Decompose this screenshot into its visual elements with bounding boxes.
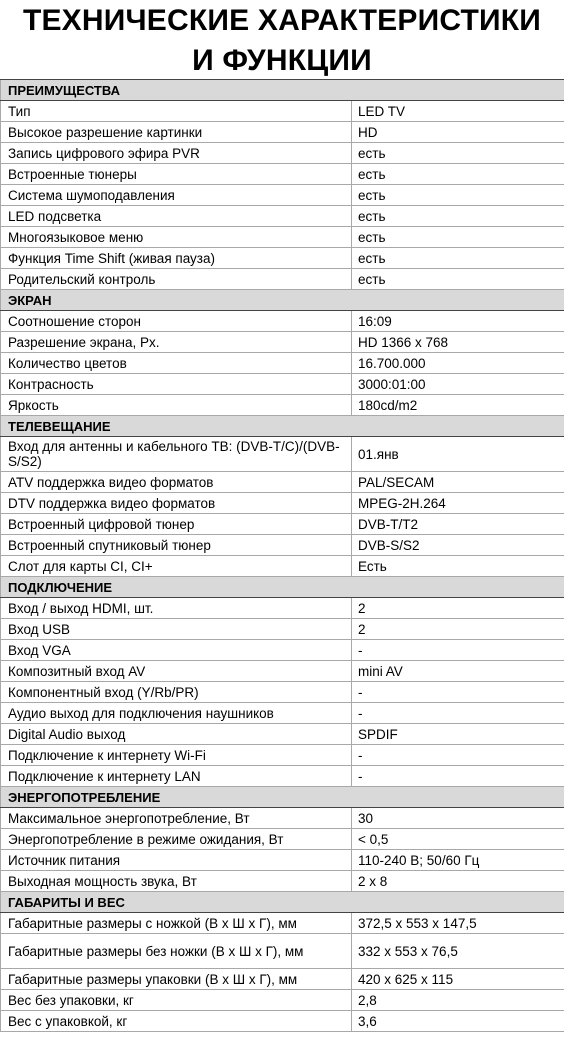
- spec-value: 110-240 В; 50/60 Гц: [352, 850, 564, 871]
- spec-row: [1, 598, 564, 619]
- spec-value: 332 x 553 x 76,5: [352, 934, 564, 969]
- spec-value: HD 1366 x 768: [352, 332, 564, 353]
- spec-value: < 0,5: [352, 829, 564, 850]
- spec-row: [1, 766, 564, 787]
- spec-value: LED TV: [352, 101, 564, 122]
- section-header: [1, 577, 564, 598]
- spec-label: Композитный вход AV: [1, 661, 352, 682]
- spec-label: Компонентный вход (Y/Rb/PR): [1, 682, 352, 703]
- page-title-line-2: И ФУНКЦИИ: [192, 44, 372, 77]
- spec-label: DTV поддержка видео форматов: [1, 493, 352, 514]
- spec-row: [1, 311, 564, 332]
- spec-row: [1, 808, 564, 829]
- spec-label: Выходная мощность звука, Вт: [1, 871, 352, 892]
- spec-value: 2: [352, 619, 564, 640]
- spec-label: Тип: [1, 101, 352, 122]
- spec-row: [1, 164, 564, 185]
- spec-value: 16.700.000: [352, 353, 564, 374]
- spec-label: Подключение к интернету Wi-Fi: [1, 745, 352, 766]
- spec-label: Максимальное энергопотребление, Вт: [1, 808, 352, 829]
- spec-label: Многоязыковое меню: [1, 227, 352, 248]
- page-title-line-1: ТЕХНИЧЕСКИЕ ХАРАКТЕРИСТИКИ: [22, 4, 542, 37]
- spec-row: [1, 472, 564, 493]
- spec-value: HD: [352, 122, 564, 143]
- spec-label: Источник питания: [1, 850, 352, 871]
- spec-label: Родительский контроль: [1, 269, 352, 290]
- spec-row: [1, 745, 564, 766]
- section-title: ПОДКЛЮЧЕНИЕ: [1, 577, 564, 598]
- spec-label: Вход / выход HDMI, шт.: [1, 598, 352, 619]
- spec-value: DVB-S/S2: [352, 535, 564, 556]
- specs-table-body: [1, 80, 564, 1032]
- spec-value: есть: [352, 185, 564, 206]
- spec-value: 16:09: [352, 311, 564, 332]
- spec-value: есть: [352, 164, 564, 185]
- spec-row: [1, 556, 564, 577]
- section-title: ТЕЛЕВЕЩАНИЕ: [1, 416, 564, 437]
- spec-label: Встроенный спутниковый тюнер: [1, 535, 352, 556]
- spec-label: Встроенный цифровой тюнер: [1, 514, 352, 535]
- spec-row: [1, 269, 564, 290]
- spec-value: 3,6: [352, 1011, 564, 1032]
- spec-value: 3000:01:00: [352, 374, 564, 395]
- spec-label: Соотношение сторон: [1, 311, 352, 332]
- spec-value: есть: [352, 206, 564, 227]
- spec-row: [1, 395, 564, 416]
- spec-label: Вход USB: [1, 619, 352, 640]
- spec-label: Габаритные размеры упаковки (В х Ш х Г), мм: [1, 969, 352, 990]
- spec-label: Функция Time Shift (живая пауза): [1, 248, 352, 269]
- spec-label: Яркость: [1, 395, 352, 416]
- spec-row: [1, 248, 564, 269]
- spec-value: -: [352, 682, 564, 703]
- spec-label: Вход VGA: [1, 640, 352, 661]
- spec-label: Количество цветов: [1, 353, 352, 374]
- section-header: [1, 892, 564, 913]
- spec-value: 372,5 x 553 x 147,5: [352, 913, 564, 934]
- spec-label: Габаритные размеры без ножки (В х Ш х Г), мм: [1, 934, 352, 969]
- spec-row: [1, 437, 564, 472]
- spec-value: Есть: [352, 556, 564, 577]
- spec-value: -: [352, 640, 564, 661]
- spec-row: [1, 101, 564, 122]
- spec-value: SPDIF: [352, 724, 564, 745]
- spec-row: [1, 227, 564, 248]
- spec-value: -: [352, 766, 564, 787]
- spec-row: [1, 913, 564, 934]
- section-header: [1, 787, 564, 808]
- spec-value: 2: [352, 598, 564, 619]
- spec-row: [1, 850, 564, 871]
- spec-value: PAL/SECAM: [352, 472, 564, 493]
- specs-table: [0, 79, 564, 1032]
- spec-value: 180cd/m2: [352, 395, 564, 416]
- spec-row: [1, 1011, 564, 1032]
- spec-value: DVB-T/T2: [352, 514, 564, 535]
- spec-label: Вес с упаковкой, кг: [1, 1011, 352, 1032]
- spec-row: [1, 640, 564, 661]
- spec-value: 420 x 625 x 115: [352, 969, 564, 990]
- spec-row: [1, 724, 564, 745]
- spec-value: 2 x 8: [352, 871, 564, 892]
- spec-label: Запись цифрового эфира PVR: [1, 143, 352, 164]
- spec-label: Digital Audio выход: [1, 724, 352, 745]
- spec-row: [1, 619, 564, 640]
- spec-label: Контрасность: [1, 374, 352, 395]
- spec-value: mini AV: [352, 661, 564, 682]
- spec-label: LED подсветка: [1, 206, 352, 227]
- spec-row: [1, 990, 564, 1011]
- spec-label: Встроенные тюнеры: [1, 164, 352, 185]
- spec-row: [1, 143, 564, 164]
- page-title: [0, 0, 564, 79]
- spec-value: 2,8: [352, 990, 564, 1011]
- section-header: [1, 80, 564, 101]
- spec-value: -: [352, 703, 564, 724]
- section-title: ЭКРАН: [1, 290, 564, 311]
- spec-row: [1, 185, 564, 206]
- spec-row: [1, 206, 564, 227]
- spec-label: Разрешение экрана, Px.: [1, 332, 352, 353]
- spec-label: Высокое разрешение картинки: [1, 122, 352, 143]
- spec-value: 01.янв: [352, 437, 564, 472]
- spec-value: есть: [352, 248, 564, 269]
- spec-row: [1, 682, 564, 703]
- spec-value: есть: [352, 143, 564, 164]
- spec-row: [1, 871, 564, 892]
- spec-row: [1, 514, 564, 535]
- section-header: [1, 416, 564, 437]
- spec-label: ATV поддержка видео форматов: [1, 472, 352, 493]
- spec-label: Габаритные размеры с ножкой (В х Ш х Г), мм: [1, 913, 352, 934]
- section-title: ПРЕИМУЩЕСТВА: [1, 80, 564, 101]
- spec-label: Вход для антенны и кабельного ТВ: (DVB-T/C)/(DVB-S/S2): [1, 437, 352, 472]
- spec-label: Аудио выход для подключения наушников: [1, 703, 352, 724]
- spec-value: есть: [352, 269, 564, 290]
- spec-row: [1, 493, 564, 514]
- spec-row: [1, 353, 564, 374]
- spec-value: 30: [352, 808, 564, 829]
- spec-row: [1, 934, 564, 969]
- spec-row: [1, 703, 564, 724]
- spec-row: [1, 122, 564, 143]
- spec-value: есть: [352, 227, 564, 248]
- spec-label: Вес без упаковки, кг: [1, 990, 352, 1011]
- spec-label: Подключение к интернету LAN: [1, 766, 352, 787]
- spec-label: Слот для карты CI, CI+: [1, 556, 352, 577]
- spec-value: MPEG-2H.264: [352, 493, 564, 514]
- spec-row: [1, 332, 564, 353]
- spec-row: [1, 535, 564, 556]
- spec-value: -: [352, 745, 564, 766]
- spec-label: Система шумоподавления: [1, 185, 352, 206]
- spec-row: [1, 969, 564, 990]
- spec-row: [1, 829, 564, 850]
- section-title: ГАБАРИТЫ И ВЕС: [1, 892, 564, 913]
- section-header: [1, 290, 564, 311]
- section-title: ЭНЕРГОПОТРЕБЛЕНИЕ: [1, 787, 564, 808]
- spec-label: Энергопотребление в режиме ожидания, Вт: [1, 829, 352, 850]
- spec-row: [1, 661, 564, 682]
- spec-row: [1, 374, 564, 395]
